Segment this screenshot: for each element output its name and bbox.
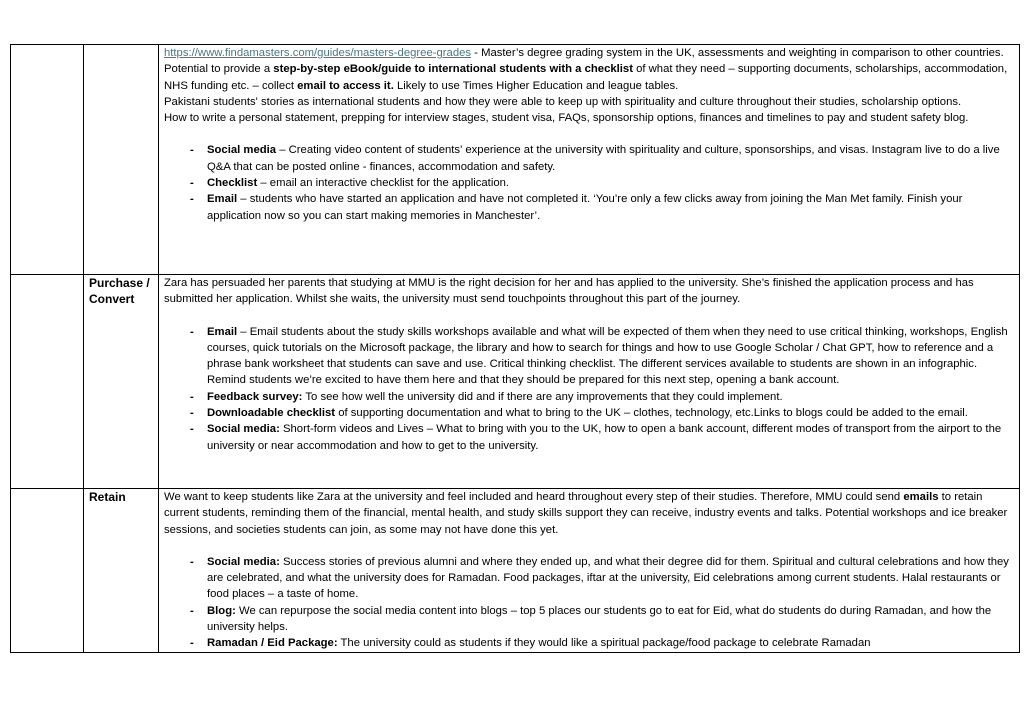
content-cell <box>159 489 1020 653</box>
bold-text: Email <box>207 325 238 338</box>
customer-journey-table <box>10 44 1020 653</box>
paragraph: Zara has persuaded her parents that studying at MMU is the right decision for her and has applied to the university. She’s finished the application process and has submitted her application. Whilst she waits, the university must send touchpoints throughout this part of the journey. <box>164 277 974 306</box>
bold-text: Ramadan / Eid Package: <box>207 637 338 650</box>
stage-cell <box>11 45 84 275</box>
text: Short-form videos and Lives – What to bring with you to the UK, how to open a bank account, different modes of transport from the airport to the university or near accommodation and how to get to the university. <box>207 423 1002 452</box>
list-item <box>190 554 1014 603</box>
stage-label-cell <box>84 45 159 275</box>
text: – Creating video content of students' experience at the university with spirituality and culture, sponsorships, and visas. Instagram live to do a live Q&A that can be posted online - finances, accommodation and safety. <box>207 144 1000 173</box>
bold-text: Social media: <box>207 555 280 568</box>
list-item <box>190 635 1014 651</box>
text: - Master’s degree grading system in the UK, assessments and weighting in comparison to other countries. Potential to provide a <box>164 47 1004 76</box>
list-item <box>190 405 1014 421</box>
document-page <box>10 44 1020 653</box>
text: We can repurpose the social media content into blogs – top 5 places our students go to eat for Eid, what do students do during Ramadan, and how the university helps. <box>207 604 992 634</box>
text: To see how well the university did and if there are any improvements that they could implement. <box>302 390 783 403</box>
list-item <box>190 142 1014 175</box>
stage-label-retain: Retain <box>84 489 159 653</box>
findamasters-link[interactable]: https://www.findamasters.com/guides/masters-degree-grades <box>164 47 472 59</box>
bullet-list <box>164 142 1014 223</box>
list-item <box>190 175 1014 191</box>
bullet-list <box>164 554 1014 652</box>
content-cell <box>159 275 1020 489</box>
paragraph <box>164 45 1014 94</box>
bold-text: Checklist <box>207 177 258 190</box>
bold-text: Feedback survey: <box>207 390 303 403</box>
text: – email an interactive checklist for the application. <box>257 177 510 190</box>
content-cell <box>159 45 1020 275</box>
text: – Email students about the study skills workshops available and what will be expected of them when they need to use critical thinking, workshops, English courses, quick tutorials on the Microsoft package, the library and how to search for things and how to use Google Scholar / Chat GPT, how to reference and a phrase bank worksheet that students can save and use. Critical thinking checklist. The different services available to students are shown in an infographic. Remind students we’re excited to have them here and that they should be prepared for this next step, opening a bank account. <box>207 325 1008 387</box>
text: Success stories of previous alumni and where they ended up, and what their degree did for them. Spiritual and cultural celebrations and how they are celebrated, and what the university does for Ramadan. Food packages, iftar at the university, Eid celebrations among current students. Halal restaurants or food places – a taste of home. <box>207 555 1009 601</box>
text: Likely to use Times Higher Education and league tables. <box>393 79 679 92</box>
text: to retain current students, reminding them of the financial, mental health, and study skills support they can receive, industry events and talks. Potential workshops and ice breaker sessions, and societies students can join, as some may not have done this yet. <box>164 491 1008 536</box>
bold-text: Blog: <box>207 604 236 617</box>
text: – students who have started an application and have not completed it. ‘You’re only a few clicks away from joining the Man Met family. Finish your application now so you can start making memories in Manchester’. <box>207 193 963 222</box>
table-row <box>11 45 1020 275</box>
bold-text: email to access it. <box>297 79 394 92</box>
paragraph: Pakistani students' stories as international students and how they were able to keep up with spirituality and culture throughout their studies, scholarship options. <box>164 95 962 108</box>
text: We want to keep students like Zara at the university and feel included and heard throughout every step of their studies. Therefore, MMU could send <box>164 491 904 503</box>
table-row <box>11 489 1020 653</box>
text: The university could as students if they would like a spiritual package/food package to celebrate Ramadan <box>337 637 871 650</box>
bold-text: step-by-step eBook/guide to international students with a checklist <box>273 63 633 76</box>
paragraph: How to write a personal statement, prepping for interview stages, student visa, FAQs, sponsorship options, finances and timelines to pay and student safety blog. <box>164 112 969 125</box>
bold-text: Social media: <box>207 423 280 436</box>
bullet-list <box>164 324 1014 454</box>
stage-label-purchase: Purchase / Convert <box>84 275 159 489</box>
text: of supporting documentation and what to bring to the UK – clothes, technology, etc.Links to blogs could be added to the email. <box>335 407 968 420</box>
paragraph <box>164 489 1014 538</box>
bold-text: emails <box>903 491 939 503</box>
table-row <box>11 275 1020 489</box>
list-item <box>190 389 1014 405</box>
stage-cell <box>11 275 84 489</box>
list-item <box>190 324 1014 389</box>
stage-cell <box>11 489 84 653</box>
bold-text: Email <box>207 193 238 206</box>
list-item <box>190 191 1014 224</box>
list-item <box>190 421 1014 454</box>
bold-text: Social media <box>207 144 277 157</box>
bold-text: Downloadable checklist <box>207 407 336 420</box>
list-item <box>190 603 1014 636</box>
text: of what they need – supporting documents, scholarships, accommodation, NHS funding etc. – collect <box>164 63 1008 92</box>
